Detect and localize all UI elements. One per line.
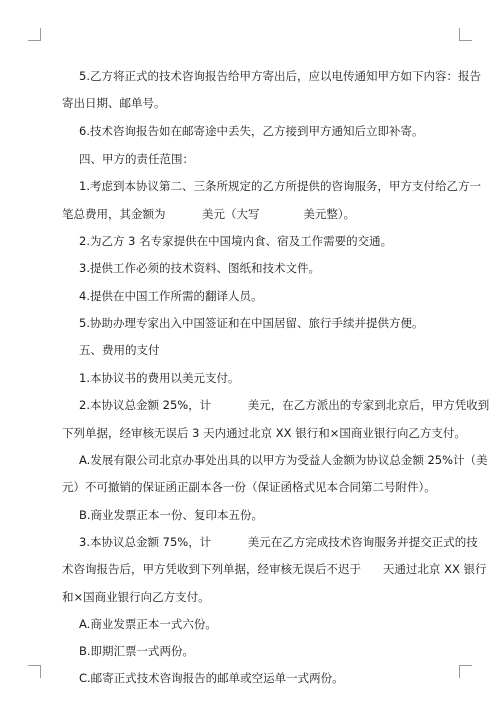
crop-mark-top-left	[28, 28, 41, 41]
paragraph-line: 2.本协议总金额 25%，计 美元，在乙方派出的专家到北京后，甲方凭收到	[79, 398, 490, 412]
paragraph-line: A.发展有限公司北京办事处出具的以甲方为受益人金额为协议总金额 25%计（美	[79, 453, 488, 467]
paragraph-line: 和×国商业银行向乙方支付。	[62, 590, 210, 604]
section-heading: 五、费用的支付	[79, 343, 160, 357]
paragraph-line: 2.为乙方 3 名专家提供在中国境内食、宿及工作需要的交通。	[79, 234, 393, 248]
paragraph-line: 下列单据，经审核无误后 3 天内通过北京 XX 银行和×国商业银行向乙方支付。	[62, 426, 466, 440]
paragraph-line: 3.本协议总金额 75%，计 美元在乙方完成技术咨询服务并提交正式的技	[79, 535, 478, 549]
crop-mark-top-right	[459, 28, 472, 41]
paragraph-line: A.商业发票正本一式六份。	[79, 617, 217, 631]
paragraph-line: C.邮寄正式技术咨询报告的邮单或空运单一式两份。	[79, 671, 344, 685]
paragraph-line: 笔总费用，其金额为 美元（大写 美元整）。	[62, 207, 356, 221]
paragraph-line: 元）不可撤销的保证函正副本各一份（保证函格式见本合同第二号附件）。	[62, 480, 436, 494]
paragraph-line: B.即期汇票一式两份。	[79, 644, 195, 658]
paragraph-line: 术咨询报告后，甲方凭收到下列单据，经审核无误后不迟于 天通过北京 XX 银行	[62, 562, 487, 576]
paragraph-line: 5.协助办理专家出入中国签证和在中国居留、旅行手续并提供方便。	[79, 316, 424, 330]
paragraph-line: 5.乙方将正式的技术咨询报告给甲方寄出后，应以电传通知甲方如下内容：报告	[79, 69, 481, 83]
paragraph-line: 1.本协议书的费用以美元支付。	[79, 371, 240, 385]
paragraph-line: 寄出日期、邮单号。	[62, 96, 166, 110]
crop-mark-bottom-left	[28, 665, 41, 678]
crop-mark-bottom-right	[459, 665, 472, 678]
paragraph-line: B.商业发票正本一份、复印本五份。	[79, 508, 264, 522]
section-heading: 四、甲方的责任范围：	[79, 152, 194, 166]
paragraph-line: 1.考虑到本协议第二、三条所规定的乙方所提供的咨询服务，甲方支付给乙方一	[79, 179, 481, 193]
paragraph-line: 3.提供工作必须的技术资料、图纸和技术文件。	[79, 261, 320, 275]
paragraph-line: 6.技术咨询报告如在邮寄途中丢失，乙方接到甲方通知后立即补寄。	[79, 124, 424, 138]
paragraph-line: 4.提供在中国工作所需的翻译人员。	[79, 289, 263, 303]
